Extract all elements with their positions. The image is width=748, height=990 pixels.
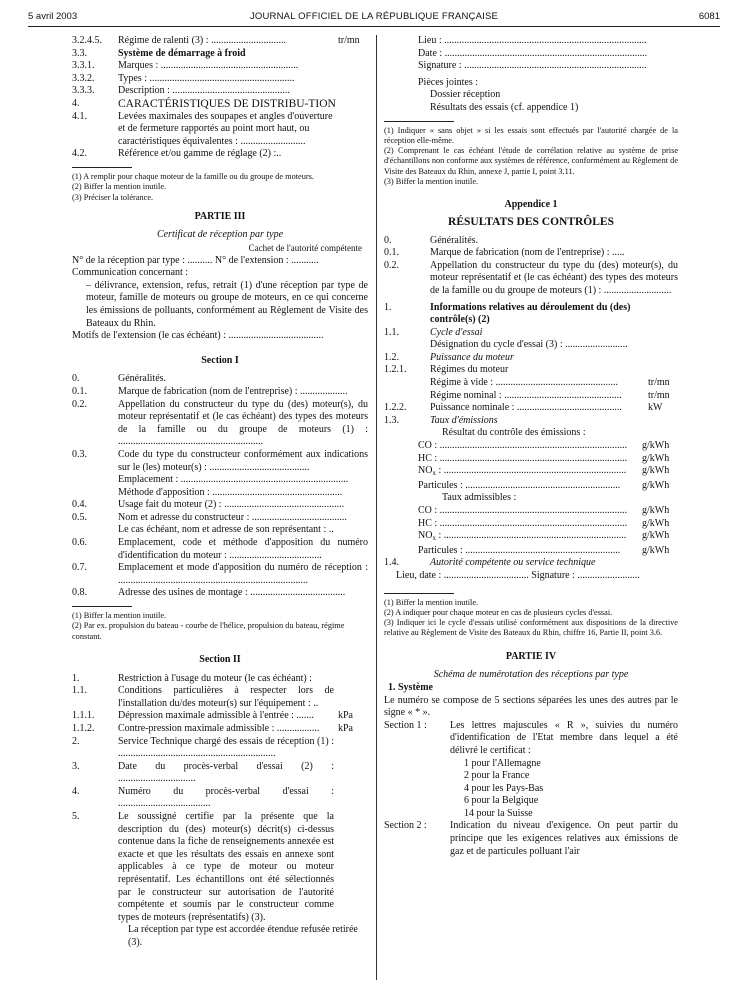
resultats-title: RÉSULTATS DES CONTRÔLES bbox=[448, 215, 614, 228]
item-number: 0.8. bbox=[72, 587, 87, 599]
gas-name: HC bbox=[418, 517, 432, 529]
spec-row bbox=[72, 98, 368, 111]
emission-label bbox=[418, 440, 642, 453]
section-1-row bbox=[72, 524, 368, 537]
reception-accordee: La réception par type est accordée étendue refusée retirée (3). bbox=[128, 924, 358, 948]
emission-row bbox=[384, 518, 678, 531]
section-1-text: Les lettres majuscules « R », suivies du numéro d'identification de l'Etat membre dans lequel a été délivré le certificat : bbox=[450, 719, 678, 756]
item-unit: tr/mn bbox=[338, 35, 360, 46]
country-item: 1 pour l'Allemagne bbox=[464, 757, 541, 769]
item-number: 0.5. bbox=[72, 511, 87, 523]
regimes-label: Régimes du moteur bbox=[430, 364, 509, 376]
item-text: Contre-pression maximale admissible : ................. bbox=[118, 722, 320, 734]
item-number: 0.1. bbox=[384, 247, 399, 259]
partie-4-subtitle: Schéma de numérotation des réceptions par type bbox=[433, 669, 629, 681]
item-text: Référence et/ou gamme de réglage (2) :.. bbox=[118, 148, 282, 160]
item-number: 4. bbox=[72, 97, 80, 109]
item-text: Adresse des usines de montage : ...................................... bbox=[118, 587, 346, 599]
item-number: 4.2. bbox=[72, 148, 87, 160]
item-text: Emplacement : ................................................................... bbox=[118, 474, 349, 486]
item-text: Marque de fabrication (nom de l'entreprise) : ..... bbox=[430, 247, 625, 259]
emission-unit: g/kWh bbox=[642, 530, 670, 542]
regime-nominal: Régime nominal : ............................................... bbox=[430, 389, 622, 401]
section-1-row bbox=[72, 512, 368, 525]
item-text: CARACTÉRISTIQUES DE DISTRIBU-TION bbox=[118, 97, 336, 110]
reception-number-line: N° de la réception par type : .......... N° de l'extension : ........... bbox=[72, 254, 319, 266]
item-unit: kPa bbox=[338, 722, 353, 734]
emission-dots: : ......................................................................... bbox=[435, 465, 627, 477]
pieces-jointes-list bbox=[384, 89, 678, 114]
item-text: Méthode d'apposition : .................................................... bbox=[118, 486, 343, 498]
emission-unit: g/kWh bbox=[642, 452, 670, 464]
header-page-number: 6081 bbox=[698, 11, 720, 22]
item-number: 1. bbox=[72, 672, 80, 684]
right-footnotes-top bbox=[384, 126, 678, 188]
section-1-row bbox=[72, 499, 368, 512]
spec-row bbox=[72, 85, 368, 98]
emissions-results bbox=[384, 440, 678, 492]
section-1-row bbox=[72, 449, 368, 474]
item-unit bbox=[334, 811, 368, 924]
item-unit bbox=[334, 736, 368, 761]
section-2-row bbox=[72, 685, 368, 710]
section-1-row bbox=[72, 537, 368, 562]
section-2-text: Indication du niveau d'exigence. On peut partir du principe que les exigences relatives aux émissions de gaz et de particules polluant l'air bbox=[450, 820, 678, 857]
pieces-jointes-label: Pièces jointes : bbox=[418, 76, 478, 88]
item-text: Le soussigné certifie par la présente que la description du (des) moteur(s) décrit(s) ci-dessus contenue dans la fiche de renseignements annexée est exacte et que les résultats des essais en annexe sont applicables à ce type de moteur ou moteur représentatif. Les échantillons ont été sélectionnés par le constructeur sur autorisation de l'autorité compétente et soumis par le constructeur comme types de moteurs (représentatifs) (3). bbox=[118, 811, 334, 923]
left-top-items bbox=[72, 35, 368, 161]
emission-row bbox=[384, 440, 678, 453]
footnote: (3) Préciser la tolérance. bbox=[72, 192, 154, 202]
autorite-label: Autorité compétente ou service technique bbox=[430, 557, 596, 569]
emission-unit: g/kWh bbox=[642, 544, 670, 556]
resultat-label: Résultat du contrôle des émissions : bbox=[442, 427, 586, 439]
gas-name: Particules bbox=[418, 544, 458, 556]
item-text: Levées maximales des soupapes et angles d'ouverture et de fermeture rapportés au point mort haut, ou caractéristiques équivalentes : .......................... bbox=[118, 110, 333, 147]
section-2-row bbox=[72, 710, 368, 723]
spec-row bbox=[72, 48, 368, 61]
item-number: 1.1. bbox=[72, 685, 87, 697]
section-2-row bbox=[72, 723, 368, 736]
item-text: Dépression maximale admissible à l'entrée : ....... bbox=[118, 710, 314, 722]
generalites-row bbox=[384, 260, 678, 298]
section-2-row bbox=[72, 811, 368, 924]
signature-line: Signature : ......................................................................... bbox=[418, 60, 647, 72]
section-1-row bbox=[72, 386, 368, 399]
section-1-title: Section I bbox=[201, 354, 239, 366]
emission-row bbox=[384, 465, 678, 480]
spec-row bbox=[72, 60, 368, 73]
item-text: Généralités. bbox=[118, 373, 167, 385]
item-unit bbox=[334, 685, 368, 710]
spec-row bbox=[72, 35, 368, 48]
emission-unit: g/kWh bbox=[642, 465, 670, 477]
item-number: 0. bbox=[384, 234, 392, 246]
item-number bbox=[72, 487, 118, 500]
section-2-row bbox=[72, 786, 368, 811]
emission-dots: : ........................................................................... bbox=[431, 452, 628, 464]
gas-name: CO bbox=[418, 440, 432, 452]
section-1-row bbox=[72, 474, 368, 487]
section-1-row bbox=[72, 399, 368, 449]
signature-line: Lieu : ................................................................................. bbox=[418, 35, 647, 46]
item-number: 0.6. bbox=[72, 537, 87, 549]
appendice-title: Appendice 1 bbox=[504, 199, 558, 211]
item-unit bbox=[334, 673, 368, 686]
right-column: Lieu : ................................................................................. Date : ................................................................................. Signature : ......................................................................... Pièces jointes : Dossier réception Résultats des essais (cf. appendice 1) (1) Indiquer « sans objet » si les essais sont effectués par l'autorité chargée de la réception elle-même. (2) Comprenant le cas échéant l'étude de corrélation relative au système de prise d'échantillons non conforme aux systèmes de référence, conformément au Règlement de Visite des Bateaux du Rhin, annexe J, partie I, point 3.11. (3) Biffer la mention inutile. Appendice 1 RÉSULTATS DES CONTRÔLES 0. Généralités. 0.1. Marque de fabrication (nom de l'entreprise) : ..... 0.2. Appellation du constructeur du type du (des) moteur(s), du moteur représentatif et (le cas échéant) des types des moteurs de la famille ou du groupe de moteurs (1) : ........................... 1. Informations relatives au déroulement du (des) contrôle(s) (2) 1.1. Cycle d'essai Désignation du cycle d'essai (3) : ......................... 1.2. Puissance du moteur 1.2.1. Régimes du moteur Régime à vide : ................................................. tr/mn Régime nominal : ............................................... tr/mn 1.2.2. Puissance nominale : .......................................... kW 1.3. Taux d'émissions Résultat du contrôle des émissions : CO : ........................................................................... g/kWh HC : ........................................................................... g/kWh $NO_x$ : ......................................................................... g/kWh Particules : .............................................................. g/kWh Taux admissibles : CO : ........................................................................... g/kWh HC : ........................................................................... g/kWh $NO_x$ : ......................................................................... g/kWh Particules : .............................................................. g/kWh 1.4. Autorité compétente ou service technique Lieu, date : .................................. Signature : ......................... (1) Biffer la mention inutile. (2) A indiquer pour chaque moteur en cas de plusieurs cycles d'essai. (3) Indiquer ici le cycle d'essais utilisé conformément aux dispositions de la directive relative au Règlement de Visite des Bateaux du Rhin, chiffre 16, Partie II, point 3.6. PARTIE IV Schéma de numérotation des réceptions par type 1. Système Le numéro se compose de 5 sections séparées les unes des autres par le signe « * ». Section 1 : Les lettres majuscules « R », suivies du numéro d'identification de l'Etat membre dans lequel a été délivré le certificat : 1 pour l'Allemagne 2 pour la France 4 pour les Pays-Bas 6 pour la Belgique 14 pour la Suisse Section 2 : Indication du niveau d'exigence. On peut partir du principe que les exigences relatives aux émissions de gaz et de particules polluant l'air bbox=[384, 35, 678, 857]
item-number: 3.3.2. bbox=[72, 72, 95, 84]
header-date: 5 avril 2003 bbox=[28, 11, 78, 22]
item-text: Conditions particulières à respecter lors de l'installation du/des moteur(s) sur l'équipement : .. bbox=[118, 685, 334, 709]
footnote: (1) Biffer la mention inutile. bbox=[384, 597, 479, 607]
partie-4-title: PARTIE IV bbox=[505, 650, 557, 662]
item-number: 1.1.2. bbox=[72, 722, 95, 734]
lieu-date-signature bbox=[384, 35, 678, 73]
section-1-row bbox=[72, 373, 368, 386]
footnote: (2) Biffer la mention inutile. bbox=[72, 182, 167, 192]
item-unit bbox=[334, 148, 368, 161]
item-number: 1.1.1. bbox=[72, 710, 95, 722]
item-number: 0.2. bbox=[72, 398, 87, 410]
emission-row bbox=[384, 530, 678, 545]
left-footnotes-mid bbox=[72, 611, 368, 642]
emission-row bbox=[384, 545, 678, 558]
right-footnotes-mid bbox=[384, 598, 678, 639]
section-2-title: Section II bbox=[199, 653, 241, 665]
emission-label bbox=[418, 530, 642, 545]
gas-subscript: x bbox=[432, 469, 436, 478]
country-item: 2 pour la France bbox=[464, 770, 530, 782]
gas-name: NO bbox=[418, 465, 433, 477]
item-unit bbox=[334, 111, 368, 149]
generalites-row bbox=[384, 247, 678, 260]
emission-dots: : ........................................................................... bbox=[431, 517, 628, 529]
item-text: Appellation du constructeur du type du (des) moteur(s), du moteur représentatif et (le cas échéant) des types des moteurs de la famille ou du groupe de moteurs (1) : .......................................................... bbox=[118, 398, 368, 448]
emissions-admissibles bbox=[384, 505, 678, 557]
country-item: 6 pour la Belgique bbox=[464, 795, 539, 807]
emission-dots: : .............................................................. bbox=[457, 479, 621, 491]
item-number: 5. bbox=[72, 811, 80, 823]
systeme-heading: 1. Système bbox=[388, 681, 433, 693]
emission-dots: : .............................................................. bbox=[457, 544, 621, 556]
section-1-items bbox=[72, 373, 368, 600]
gas-name: CO bbox=[418, 505, 432, 516]
item-text: Code du type du constructeur conformément aux indications sur le (les) moteur(s) : ........................................ bbox=[118, 448, 368, 473]
item-unit bbox=[334, 761, 368, 786]
communication-label: Communication concernant : bbox=[72, 267, 189, 279]
item-unit bbox=[334, 786, 368, 811]
section-1-label: Section 1 : bbox=[384, 719, 427, 731]
footnote: (1) Indiquer « sans objet » si les essais sont effectués par l'autorité chargée de la réception elle-même. bbox=[384, 125, 678, 145]
footnote: (1) A remplir pour chaque moteur de la famille ou du groupe de moteurs. bbox=[72, 171, 314, 181]
partie-3-title: PARTIE III bbox=[194, 210, 246, 222]
country-item: 14 pour la Suisse bbox=[464, 807, 533, 819]
puissance-nominale: Puissance nominale : .......................................... bbox=[430, 402, 622, 414]
emission-label bbox=[418, 480, 642, 493]
footnote: (2) A indiquer pour chaque moteur en cas de plusieurs cycles d'essai. bbox=[384, 607, 613, 617]
footnote: (3) Indiquer ici le cycle d'essais utilisé conformément aux dispositions de la directive relative au Règlement de Visite des Bateaux du Rhin, chiffre 16, Partie II, point 3.6. bbox=[384, 618, 678, 638]
header-title: JOURNAL OFFICIEL DE LA RÉPUBLIQUE FRANÇAISE bbox=[249, 11, 499, 22]
country-item: 4 pour les Pays-Bas bbox=[464, 782, 544, 794]
emission-row bbox=[384, 505, 678, 518]
systeme-text: Le numéro se compose de 5 sections séparées les unes des autres par le signe « * ». bbox=[384, 694, 678, 719]
cachet-autorite: Cachet de l'autorité compétente bbox=[248, 243, 362, 254]
footnote: (1) Biffer la mention inutile. bbox=[72, 611, 167, 621]
footnote-rule bbox=[72, 606, 132, 607]
item-number: 3.2.4.5. bbox=[72, 35, 102, 46]
emission-unit: g/kWh bbox=[642, 440, 670, 452]
item-text: Types : .......................................................... bbox=[118, 72, 295, 84]
gas-name: HC bbox=[418, 452, 432, 464]
cycle-label: Cycle d'essai bbox=[430, 326, 483, 338]
item-unit bbox=[334, 85, 368, 98]
left-footnotes-top bbox=[72, 172, 368, 203]
section-2-row bbox=[72, 673, 368, 686]
item-number: 0. bbox=[72, 373, 80, 385]
section-2-row bbox=[72, 761, 368, 786]
item-unit bbox=[334, 73, 368, 86]
puissance-label: Puissance du moteur bbox=[430, 351, 514, 363]
emission-dots: : ........................................................................... bbox=[431, 440, 628, 452]
section-1-row bbox=[72, 587, 368, 600]
item-unit bbox=[334, 60, 368, 73]
section-2-items bbox=[72, 673, 368, 925]
section-1-row bbox=[72, 562, 368, 587]
left-column bbox=[72, 35, 368, 950]
emission-dots: : ........................................................................... bbox=[431, 505, 628, 516]
item-number: 0.7. bbox=[72, 562, 87, 574]
lieu-date-signature-line: Lieu, date : .................................. Signature : ......................... bbox=[396, 569, 640, 581]
footnote: (2) Comprenant le cas échéant l'étude de corrélation relative au système de prise d'échantillons non conforme aux systèmes de référence, conformément au Règlement de Visite des Bateaux du Rhin, annexe J, partie I, point 3.11. bbox=[384, 146, 678, 176]
item-number: 3. bbox=[72, 760, 80, 772]
piece-jointe: Résultats des essais (cf. appendice 1) bbox=[430, 101, 579, 113]
item-text: Le cas échéant, nom et adresse de son représentant : .. bbox=[118, 524, 334, 536]
item-number: 2. bbox=[72, 735, 80, 747]
item-text: Marque de fabrication (nom de l'entreprise) : ................... bbox=[118, 385, 348, 397]
gas-name: Particules bbox=[418, 479, 458, 491]
section-2-label: Section 2 : bbox=[384, 820, 427, 832]
item-number: 3.3.3. bbox=[72, 85, 95, 97]
emission-unit: g/kWh bbox=[642, 517, 670, 529]
footnote: (3) Biffer la mention inutile. bbox=[384, 177, 479, 187]
info-title-row: 1. Informations relatives au déroulement du (des) contrôle(s) (2) bbox=[384, 302, 678, 327]
item-number: 3.3.1. bbox=[72, 60, 95, 72]
generalites-items bbox=[384, 235, 678, 298]
item-text: Numéro du procès-verbal d'essai : ..................................... bbox=[118, 785, 334, 810]
emission-row bbox=[384, 453, 678, 466]
item-text: Généralités. bbox=[430, 234, 479, 246]
footnote-rule bbox=[72, 167, 132, 168]
section-2-row bbox=[72, 736, 368, 761]
item-text: Marques : ....................................................... bbox=[118, 60, 299, 72]
footnote-rule bbox=[384, 121, 454, 122]
piece-jointe: Dossier réception bbox=[430, 89, 501, 101]
footnote: (2) Par ex. propulsion du bateau - courbe de l'hélice, propulsion du bateau, régime constant. bbox=[72, 621, 345, 641]
column-divider bbox=[376, 35, 377, 980]
emission-unit: g/kWh bbox=[642, 479, 670, 491]
item-text: Système de démarrage à froid bbox=[118, 47, 246, 59]
item-text: Emplacement et mode d'apposition du numéro de réception : ............................................................................ bbox=[118, 562, 368, 586]
spec-row bbox=[72, 73, 368, 86]
generalites-row bbox=[384, 235, 678, 248]
motifs-extension: Motifs de l'extension (le cas échéant) : ...................................... bbox=[72, 330, 324, 342]
item-number: 3.3. bbox=[72, 47, 87, 59]
item-unit: kPa bbox=[338, 710, 353, 722]
section-1-row bbox=[72, 487, 368, 500]
item-number: 0.1. bbox=[72, 385, 87, 397]
country-list bbox=[384, 758, 678, 821]
emission-unit: g/kWh bbox=[642, 505, 670, 516]
regime-vide: Régime à vide : ................................................. bbox=[430, 377, 619, 389]
taux-label: Taux d'émissions bbox=[430, 414, 498, 426]
partie-3-subtitle: Certificat de réception par type bbox=[156, 229, 284, 241]
spec-row bbox=[72, 148, 368, 161]
item-number bbox=[72, 524, 118, 537]
cycle-designation: Désignation du cycle d'essai (3) : ......................... bbox=[430, 339, 628, 351]
spec-row bbox=[72, 111, 368, 149]
delivrance-text: – délivrance, extension, refus, retrait (1) d'une réception par type de moteur, famille de moteurs ou groupe de moteurs, en ce qui concerne les émissions de polluants, conformément au Règlement de Visite des Bateaux du Rhin. bbox=[86, 279, 368, 329]
item-number: 4. bbox=[72, 785, 80, 797]
info-title: Informations relatives au déroulement du (des) contrôle(s) (2) bbox=[430, 301, 631, 326]
item-number: 4.1. bbox=[72, 110, 87, 122]
gas-subscript: x bbox=[432, 534, 436, 543]
item-number: 0.3. bbox=[72, 448, 87, 460]
item-text: Emplacement, code et méthode d'apposition du numéro d'identification du moteur : ..................................... bbox=[118, 537, 368, 561]
admissibles-label: Taux admissibles : bbox=[442, 492, 517, 504]
item-number bbox=[72, 474, 118, 487]
item-text: Description : ............................................... bbox=[118, 85, 290, 97]
emission-row bbox=[384, 480, 678, 493]
item-text: Appellation du constructeur du type du (des) moteur(s), du moteur représentatif et (le cas échéant) des types des moteurs de la famille ou du groupe de moteurs (1) : ........................... bbox=[430, 259, 678, 296]
item-text: Nom et adresse du constructeur : ...................................... bbox=[118, 511, 347, 523]
emission-label bbox=[418, 545, 642, 558]
emission-label bbox=[418, 505, 642, 518]
item-text: Usage fait du moteur (2) : ................................................ bbox=[118, 499, 345, 511]
emission-label bbox=[418, 453, 642, 466]
gas-name: NO bbox=[418, 530, 433, 542]
item-text: Date du procès-verbal d'essai (2) : ............................... bbox=[118, 760, 334, 785]
emission-dots: : ......................................................................... bbox=[435, 530, 627, 542]
footnote-rule bbox=[384, 593, 454, 594]
item-number: 0.4. bbox=[72, 499, 87, 511]
emission-label bbox=[418, 465, 642, 480]
item-number: 0.2. bbox=[384, 259, 399, 271]
page-header bbox=[28, 8, 720, 27]
signature-line: Date : ................................................................................. bbox=[418, 47, 648, 59]
item-text: Restriction à l'usage du moteur (le cas échéant) : bbox=[118, 672, 312, 684]
item-text: Service Technique chargé des essais de réception (1) : ............................................................... bbox=[118, 735, 334, 760]
item-text: Régime de ralenti (3) : .............................. bbox=[118, 35, 287, 46]
emission-label bbox=[418, 518, 642, 531]
